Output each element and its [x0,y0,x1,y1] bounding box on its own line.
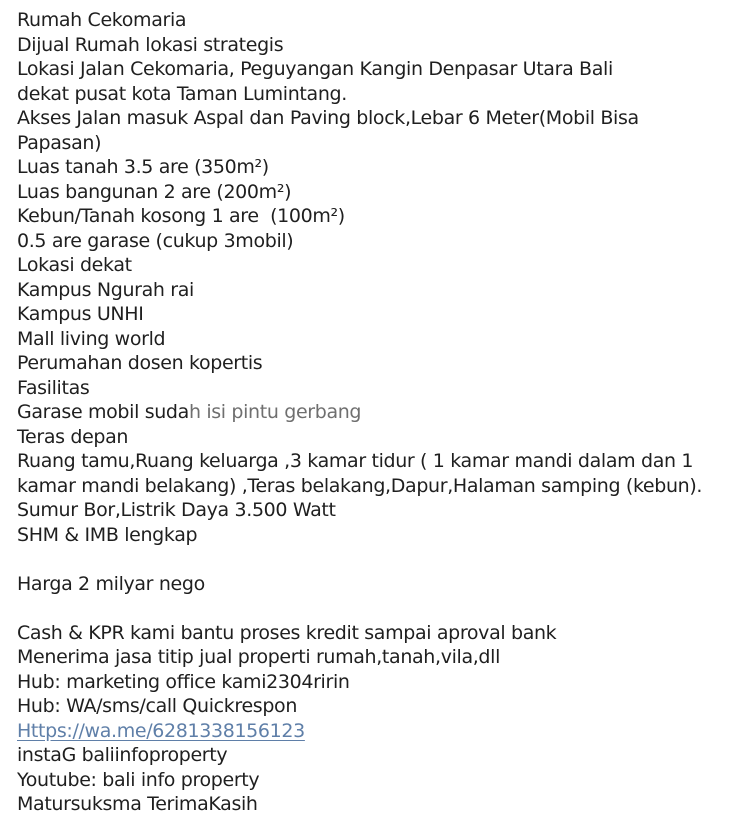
post-line-access: Akses Jalan masuk Aspal dan Paving block,Lebar 6 Meter(Mobil Bisa [17,107,639,129]
post-line-garden: Kebun/Tanah kosong 1 are (100m²) [17,205,345,227]
post-line-wa-link-row [17,719,740,744]
post-line-instagram: instaG baliinfoproperty [17,744,228,766]
post-line-location: Lokasi Jalan Cekomaria, Peguyangan Kangin Denpasar Utara Bali [17,58,613,80]
post-line-certificates: SHM & IMB lengkap [17,523,198,546]
post-line-facilities-heading: Fasilitas [17,376,90,399]
post-line-contact-channels: Hub: WA/sms/call Quickrespon [17,695,298,717]
post-line-consignment: Menerima jasa titip jual properti rumah,tanah,vila,dll [17,646,500,668]
post-line-nearby-3: Mall living world [17,327,166,350]
post-line-location-near: dekat pusat kota Taman Lumintang. [17,82,347,105]
post-line-youtube: Youtube: bali info property [17,768,260,791]
post-line-payment: Cash & KPR kami bantu proses kredit sampai aproval bank [17,621,557,644]
post-line-nearby-1: Kampus Ngurah rai [17,278,194,301]
post-line-nearby-4: Perumahan dosen kopertis [17,352,263,374]
garage-gate-text: Garase mobil suda [17,401,189,423]
blank-line [17,596,740,621]
post-line-building-area: Luas bangunan 2 are (200m²) [17,180,292,203]
blank-line [17,547,740,572]
post-line-rooms-cont: kamar mandi belakang) ,Teras belakang,Dapur,Halaman samping (kebun). [17,474,703,497]
post-line-nearby-heading: Lokasi dekat [17,254,132,276]
post-line-land-area: Luas tanah 3.5 are (350m²) [17,156,269,178]
post-line-front-terrace: Teras depan [17,425,129,448]
post-line-headline: Dijual Rumah lokasi strategis [17,33,284,56]
post-line-garage-area: 0.5 are garase (cukup 3mobil) [17,229,294,252]
post-line-nearby-2: Kampus UNHI [17,303,144,325]
post-line-access-cont: Papasan) [17,131,102,154]
post-line-title: Rumah Cekomaria [17,9,187,31]
post-line-price: Harga 2 milyar nego [17,572,205,595]
post-line-rooms: Ruang tamu,Ruang keluarga ,3 kamar tidur ( 1 kamar mandi dalam dan 1 [17,450,694,472]
post-line-thanks: Matursuksma TerimaKasih [17,793,258,815]
garage-gate-text-faded: h isi pintu gerbang [188,401,362,423]
whatsapp-link[interactable]: Https://wa.me/6281338156123 [17,719,305,742]
post-line-garage-gate [17,400,740,425]
post-line-contact-office: Hub: marketing office kami2304ririn [17,670,350,693]
post-line-utilities: Sumur Bor,Listrik Daya 3.500 Watt [17,499,336,521]
